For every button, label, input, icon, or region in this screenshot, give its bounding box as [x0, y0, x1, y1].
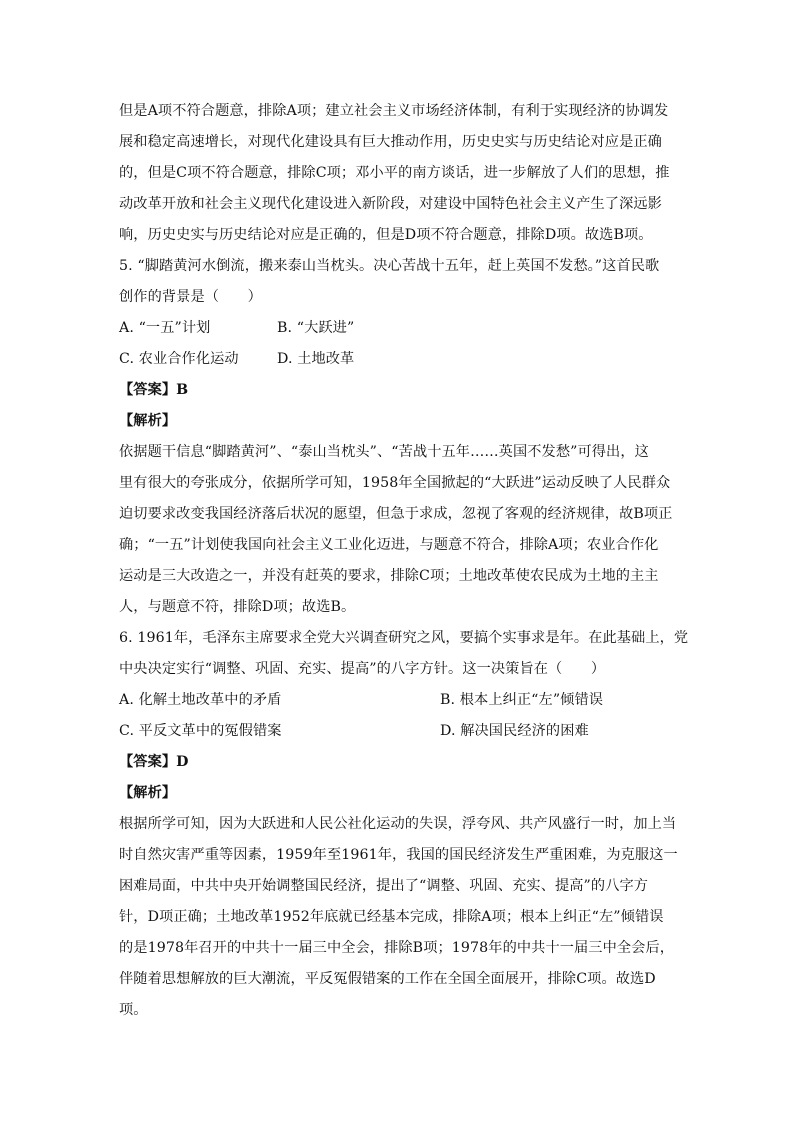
option-a: A. “一五”计划 — [119, 320, 211, 336]
text-line: 里有很大的夸张成分，依据所学可知，1958年全国掀起的“大跃进”运动反映了人民群众 — [119, 475, 671, 491]
question-5-analysis — [119, 437, 679, 623]
question-6-analysis-label: 【解析】 — [119, 785, 177, 801]
question-5-options-row-1 — [119, 313, 679, 344]
text-line: 的是1978年召开的中共十一届三中全会，排除B项；1978年的中共十一届三中全会后， — [119, 940, 675, 956]
text-line: 展和稳定高速增长，对现代化建设具有巨大推动作用，历史史实与历史结论对应是正确 — [119, 134, 662, 150]
text-line: 迫切要求改变我国经济落后状况的愿望，但急于求成，忽视了客观的经济规律，故B项正 — [119, 506, 673, 522]
question-6-options-row-1 — [119, 685, 679, 716]
option-c: C. 农业合作化运动 — [119, 351, 239, 367]
text-line: 人，与题意不符，排除D项；故选B。 — [119, 599, 356, 615]
text-line: 但是A项不符合题意，排除A项；建立社会主义市场经济体制，有利于实现经济的协调发 — [119, 103, 669, 119]
text-line: 创作的背景是（ ） — [119, 289, 262, 305]
text-line: 困难局面，中共中央开始调整国民经济，提出了“调整、巩固、充实、提高”的八字方 — [119, 878, 649, 894]
previous-analysis-tail — [119, 96, 679, 251]
text-line: 响，历史史实与历史结论对应是正确的，但是D项不符合题意，排除D项。故选B项。 — [119, 227, 653, 243]
option-c: C. 平反文革中的冤假错案 — [119, 723, 282, 739]
text-line: 项。 — [119, 1002, 148, 1018]
option-b: B. “大跃进” — [277, 320, 355, 336]
option-b: B. 根本上纠正“左”倾错误 — [440, 692, 604, 708]
text-line: 依据题干信息“脚踏黄河”、“泰山当枕头”、“苦战十五年……英国不发愁”可得出，这 — [119, 444, 649, 460]
option-a: A. 化解土地改革中的矛盾 — [119, 692, 282, 708]
text-line: 中央决定实行“调整、巩固、充实、提高”的八字方针。这一决策旨在（ ） — [119, 661, 606, 677]
question-5-stem — [119, 251, 679, 313]
question-6-options-row-2 — [119, 716, 679, 747]
option-d: D. 土地改革 — [277, 351, 355, 367]
question-6-answer: 【答案】D — [119, 754, 189, 770]
text-line: 5. “脚踏黄河水倒流，搬来泰山当枕头。决心苦战十五年，赶上英国不发愁。”这首民歌 — [119, 258, 660, 274]
text-line: 伴随着思想解放的巨大潮流，平反冤假错案的工作在全国全面展开，排除C项。故选D — [119, 971, 656, 987]
question-6-stem — [119, 623, 689, 685]
text-line: 根据所学可知，因为大跃进和人民公社化运动的失误，浮夸风、共产风盛行一时，加上当 — [119, 816, 677, 832]
question-5 — [119, 251, 679, 623]
question-5-options-row-2 — [119, 344, 679, 375]
question-5-analysis-label: 【解析】 — [119, 413, 177, 429]
text-line: 6. 1961年，毛泽东主席要求全党大兴调查研究之风，要搞个实事求是年。在此基础上，党 — [119, 630, 689, 646]
question-6-analysis — [119, 809, 679, 1026]
option-d: D. 解决国民经济的困难 — [440, 723, 589, 739]
question-6 — [119, 623, 689, 1026]
text-line: 的，但是C项不符合题意，排除C项；邓小平的南方谈话，进一步解放了人们的思想，推 — [119, 165, 670, 181]
text-line: 动改革开放和社会主义现代化建设进入新阶段，对建设中国特色社会主义产生了深远影 — [119, 196, 662, 212]
text-line: 针，D项正确；土地改革1952年底就已经基本完成，排除A项；根本上纠正“左”倾错误 — [119, 909, 664, 925]
text-line: 时自然灾害严重等因素，1959年至1961年，我国的国民经济发生严重困难，为克服这一 — [119, 847, 678, 863]
question-5-answer: 【答案】B — [119, 382, 189, 398]
text-line: 确；“一五”计划使我国向社会主义工业化迈进，与题意不符合，排除A项；农业合作化 — [119, 537, 659, 553]
text-line: 运动是三大改造之一，并没有赶英的要求，排除C项；土地改革使农民成为土地的主主 — [119, 568, 659, 584]
page-content — [119, 96, 689, 1026]
